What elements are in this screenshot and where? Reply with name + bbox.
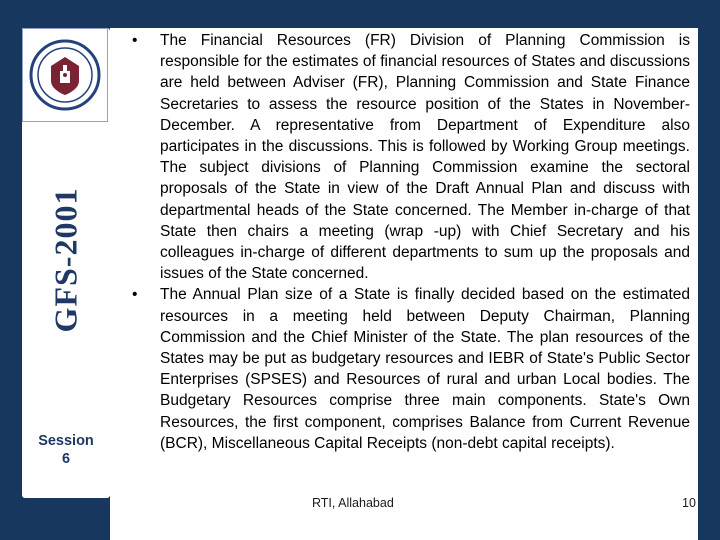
bullet-item-1: • The Financial Resources (FR) Division of Planning Commission is responsible for the estimates of financial resources of States and discussions are held between Adviser (FR), Planning Commission and State Finance Secretaries to assess the resource position of the States in November-December. A representative from Department of Expenditure also participates in the discussions. This is followed by Working Group meetings. The subject divisions of Planning Commission examine the sectoral proposals of the State in view of the Draft Annual Plan and discuss with departmental heads of the State concerned. The Member in-charge of that State then chairs a meeting (wrap -up) with Chief Secretary and his colleagues in-charge of different departments to sum up the proposals and issues of the State concerned. [122,30,690,284]
bullet-item-2: • The Annual Plan size of a State is finally decided based on the estimated resources in a meeting held between Deputy Chairman, Planning Commission and the Chief Minister of the State. The plan resources of the States may be put as budgetary resources and IEBR of State's Public Sector Enterprises (SPSES) and Resources of rural and urban Local bodies. The Budgetary Resources comprise three main components. State's Own Resources, the first component, comprises Balance from Current Revenue (BCR), Miscellaneous Capital Receipts (non-debt capital receipts). [122,284,690,454]
session-label-line1: Session [38,433,94,449]
vertical-title: GFS-2001 [47,187,84,333]
page-number: 10 [682,496,696,510]
session-label-line2: 6 [61,451,71,467]
session-label [22,432,110,468]
bullet-list [122,30,690,454]
emblem-icon [28,35,102,115]
footer-text: RTI, Allahabad [312,496,394,510]
institute-emblem-logo [22,28,108,122]
left-panel [22,28,110,498]
slide-text-block [122,30,690,454]
